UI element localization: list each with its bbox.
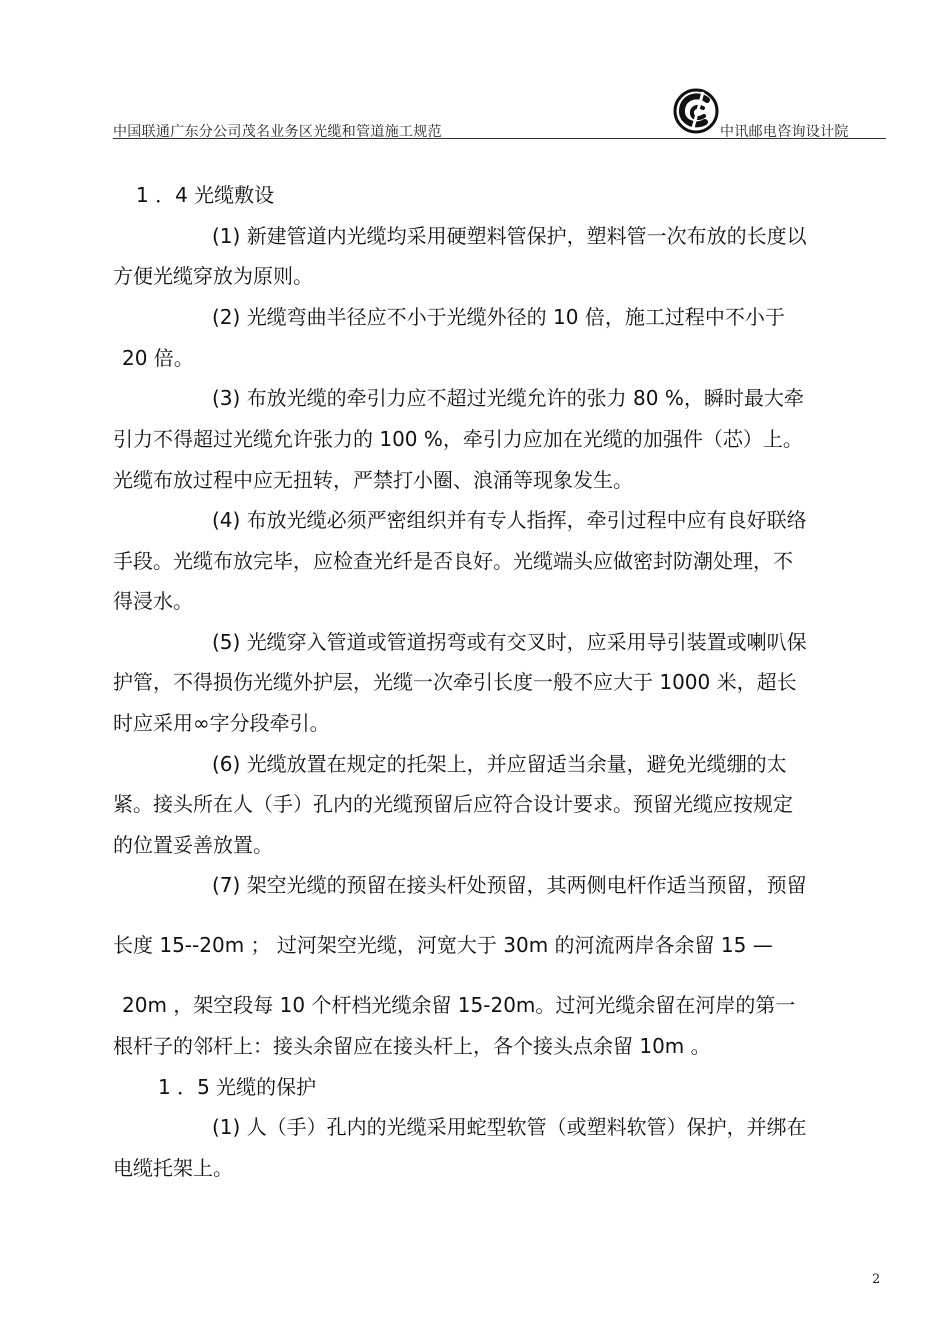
header-company: 中讯邮电咨询设计院 — [720, 124, 849, 140]
paragraph-line: (3) 布放光缆的牵引力应不超过光缆允许的张力 80 %，瞬时最大牵 — [212, 386, 804, 410]
paragraph-line: (1) 人（手）孔内的光缆采用蛇型软管（或塑料软管）保护，并绑在 — [212, 1115, 807, 1139]
paragraph-line: 的位置妥善放置。 — [113, 833, 273, 857]
paragraph-line: 时应采用∞字分段牵引。 — [113, 711, 330, 735]
paragraph-line: 方便光缆穿放为原则。 — [113, 264, 313, 288]
header-title: 中国联通广东分公司茂名业务区光缆和管道施工规范 — [113, 124, 442, 140]
paragraph-line: (4) 布放光缆必须严密组织并有专人指挥，牵引过程中应有良好联络 — [212, 508, 807, 532]
paragraph-line: 光缆布放过程中应无扭转，严禁打小圈、浪涌等现象发生。 — [113, 468, 633, 492]
paragraph-line: 紧。接头所在人（手）孔内的光缆预留后应符合设计要求。预留光缆应按规定 — [113, 792, 793, 816]
paragraph-line: 引力不得超过光缆允许张力的 100 %，牵引力应加在光缆的加强件（芯）上。 — [113, 427, 803, 451]
paragraph-line: (1) 新建管道内光缆均采用硬塑料管保护，塑料管一次布放的长度以 — [212, 224, 807, 248]
paragraph-line: 根杆子的邻杆上：接头余留应在接头杆上，各个接头点余留 10m 。 — [113, 1034, 711, 1058]
paragraph-line: 电缆托架上。 — [113, 1156, 233, 1180]
paragraph-line: 手段。光缆布放完毕，应检查光纤是否良好。光缆端头应做密封防潮处理，不 — [113, 549, 793, 573]
paragraph-line: 20m ，架空段每 10 个杆档光缆余留 15-20m。过河光缆余留在河岸的第一 — [122, 993, 796, 1017]
paragraph-line: (6) 光缆放置在规定的托架上，并应留适当余量，避免光缆绷的太 — [212, 752, 787, 776]
paragraph-line: (2) 光缆弯曲半径应不小于光缆外径的 10 倍，施工过程中不小于 — [212, 305, 785, 329]
paragraph-line: (5) 光缆穿入管道或管道拐弯或有交叉时，应采用导引装置或喇叭保 — [212, 630, 807, 654]
section-heading: 1 ．5 光缆的保护 — [158, 1075, 317, 1099]
paragraph-line: 长度 15--20m ； 过河架空光缆，河宽大于 30m 的河流两岸各余留 15 — — [113, 933, 773, 957]
paragraph-line: 20 倍。 — [122, 346, 194, 370]
paragraph-line: 护管，不得损伤光缆外护层，光缆一次牵引长度一般不应大于 1000 米，超长 — [113, 670, 797, 694]
page-number: 2 — [872, 1272, 881, 1287]
header-divider — [113, 138, 886, 139]
paragraph-line: (7) 架空光缆的预留在接头杆处预留，其两侧电杆作适当预留，预留 — [212, 873, 807, 897]
section-heading: 1 ．4 光缆敷设 — [136, 183, 275, 207]
company-logo-icon — [673, 88, 719, 134]
paragraph-line: 得浸水。 — [113, 589, 193, 613]
